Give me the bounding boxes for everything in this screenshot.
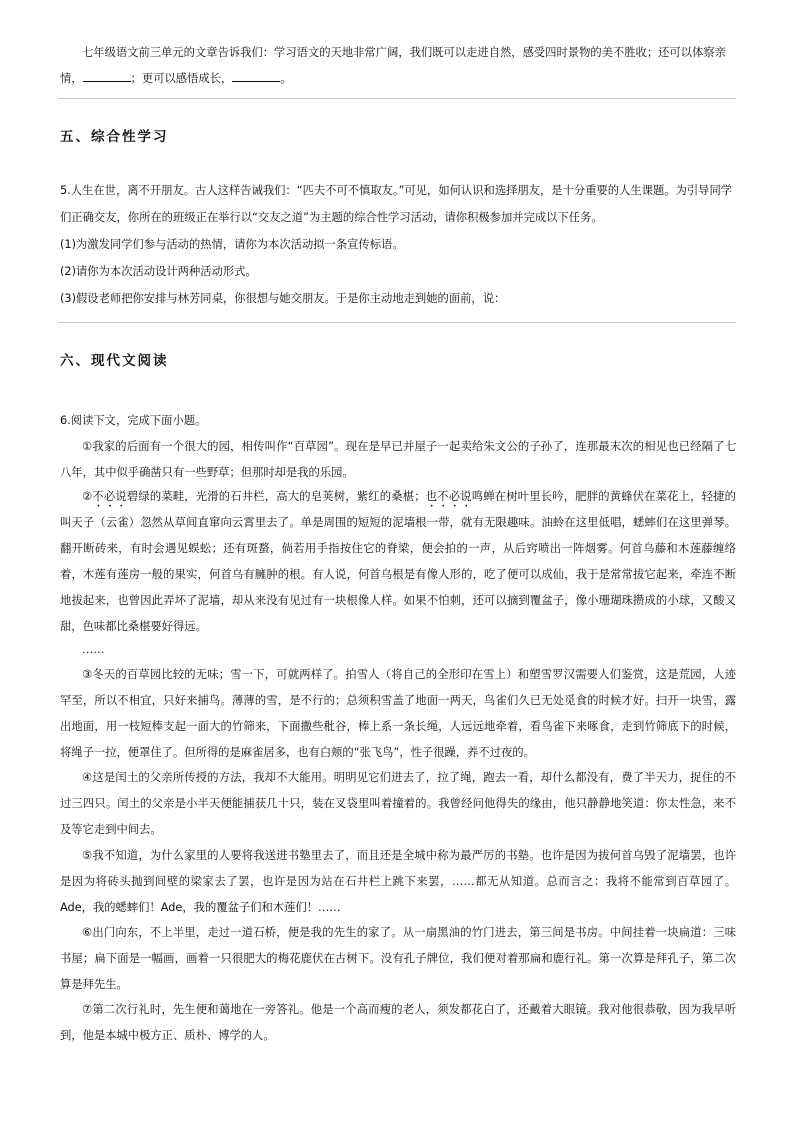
- section-divider: [58, 322, 736, 323]
- para2-text-1: 碧绿的菜畦，光滑的石井栏，高大的皂荚树，紫红的桑椹；: [126, 490, 426, 503]
- para2-emphasis-2: 也不必说: [425, 490, 472, 503]
- section6-heading: 六、现代文阅读: [60, 353, 169, 369]
- q5-subquestion-1: (1)为激发同学们参与活动的热情，请你为本次活动拟一条宣传标语。: [60, 238, 404, 251]
- answer-blank-1[interactable]: [83, 69, 131, 82]
- q5-subquestion-3: (3)假设老师把你安排与林芳同桌，你很想与她交朋友。于是你主动地走到她的面前，说：: [60, 292, 506, 305]
- reading-paragraph-3: ③冬天的百草园比较的无味；雪一下，可就两样了。拍雪人（将自己的全形印在雪上）和塑雪罗汉需要人们鉴赏，这是荒园，人迹罕至，所以不相宜，只好来捕鸟。薄薄的雪，是不行的；总须积雪盖了地面一两天，鸟雀们久已无处觅食的时候才好。扫开一块雪，露出地面，用一枝短棒支起一面大的竹筛来，下面撒些秕谷，棒上系一条长绳，人远远地牵着，看鸟雀下来啄食，走到竹筛底下的时候，将绳子一拉，便罩住了。但所得的是麻雀居多，也有白颊的“张飞鸟”，性子很躁，养不过夜的。: [60, 668, 736, 759]
- para2-emphasis-1: 不必说: [92, 490, 127, 503]
- intro-line1: 七年级语文前三单元的文章告诉我们：学习语文的天地非常广阔，我们既可以走进自然，感受四时景物的美不胜收；还可以体察亲: [82, 46, 726, 59]
- reading-paragraph-1: ①我家的后面有一个很大的园，相传叫作“百草园”。现在是早已并屋子一起卖给朱文公的子孙了，连那最末次的相见也已经隔了七八年，其中似乎确凿只有一些野草；但那时却是我的乐园。: [60, 440, 736, 479]
- intro-fill-line: [60, 66, 736, 92]
- reading-paragraph-5: ⑤我不知道，为什么家里的人要将我送进书塾里去了，而且还是全城中称为最严厉的书塾。也许是因为拔何首乌毁了泥墙罢，也许是因为将砖头抛到间壁的梁家去了罢，也许是因为站在石井栏上跳下来罢，……都无从知道。总而言之：我将不能常到百草园了。Ade，我的蟋蟀们！Ade，我的覆盆子们和木莲们！……: [60, 849, 736, 914]
- section5-heading: 五、综合性学习: [60, 129, 169, 145]
- ellipsis-line: ……: [82, 643, 105, 656]
- q6-intro: 6.阅读下文，完成下面小题。: [60, 414, 207, 427]
- q5-subquestion-2: (2)请你为本次活动设计两种活动形式。: [60, 265, 257, 278]
- answer-blank-2[interactable]: [232, 69, 280, 82]
- q5-line2: 们正确交友，你所在的班级正在举行以“交友之道”为主题的综合性学习活动，请你积极参加并完成以下任务。: [60, 211, 603, 224]
- q5-line1: 5.人生在世，离不开朋友。古人这样告诫我们：“匹夫不可不慎取友。”可见，如何认识和选择朋友，是十分重要的人生课题。为引导同学: [60, 184, 733, 197]
- intro-paragraph: [60, 40, 736, 66]
- intro-line2-end: 。: [280, 72, 292, 85]
- intro-line2-middle: ；更可以感悟成长，: [130, 72, 233, 85]
- para2-text-2: 鸣蝉在树叶里长吟，肥胖的黄蜂伏在菜花上，轻捷的叫天子（云雀）忽然从草间直窜向云霄里去了。单是周围的短短的泥墙根一带，就有无限趣味。油蛉在这里低唱，蟋蟀们在这里弹琴。翻开断砖来，有时会遇见蜈蚣；还有斑蝥，倘若用手指按住它的脊梁，便会拍的一声，从后窍喷出一阵烟雾。何首乌藤和木莲藤缠络着，木莲有莲房一般的果实，何首乌有臃肿的根。有人说，何首乌根是有像人形的，吃了便可以成仙，我于是常常拔它起来，牵连不断地拔起来，也曾因此弄坏了泥墙，却从来没有见过有一块根像人样。如果不怕刺，还可以摘到覆盆子，像小珊瑚珠攒成的小球，又酸又甜，色味都比桑椹要好得远。: [60, 490, 736, 633]
- reading-paragraph-2: [60, 484, 736, 640]
- reading-paragraph-6: ⑥出门向东，不上半里，走过一道石桥，便是我的先生的家了。从一扇黑油的竹门进去，第三间是书房。中间挂着一块扁道：三味书屋；扁下面是一幅画，画着一只很肥大的梅花鹿伏在古树下。没有孔子牌位，我们便对着那扁和鹿行礼。第一次算是拜孔子，第二次算是拜先生。: [60, 926, 736, 991]
- reading-paragraph-4: ④这是闰土的父亲所传授的方法，我却不大能用。明明见它们进去了，拉了绳，跑去一看，却什么都没有，费了半天力，捉住的不过三四只。闰土的父亲是小半天便能捕获几十只，装在叉袋里叫着撞着的。我曾经问他得失的缘由，他只静静地笑道：你太性急，来不及等它走到中间去。: [60, 771, 736, 836]
- intro-line2-start: 情，: [60, 72, 83, 85]
- reading-paragraph-7: ⑦第二次行礼时，先生便和蔼地在一旁答礼。他是一个高而瘦的老人，须发都花白了，还戴着大眼镜。我对他很恭敬，因为我早听到，他是本城中极方正、质朴、博学的人。: [60, 1003, 736, 1042]
- section-divider: [58, 98, 736, 99]
- para2-marker: ②: [82, 490, 93, 503]
